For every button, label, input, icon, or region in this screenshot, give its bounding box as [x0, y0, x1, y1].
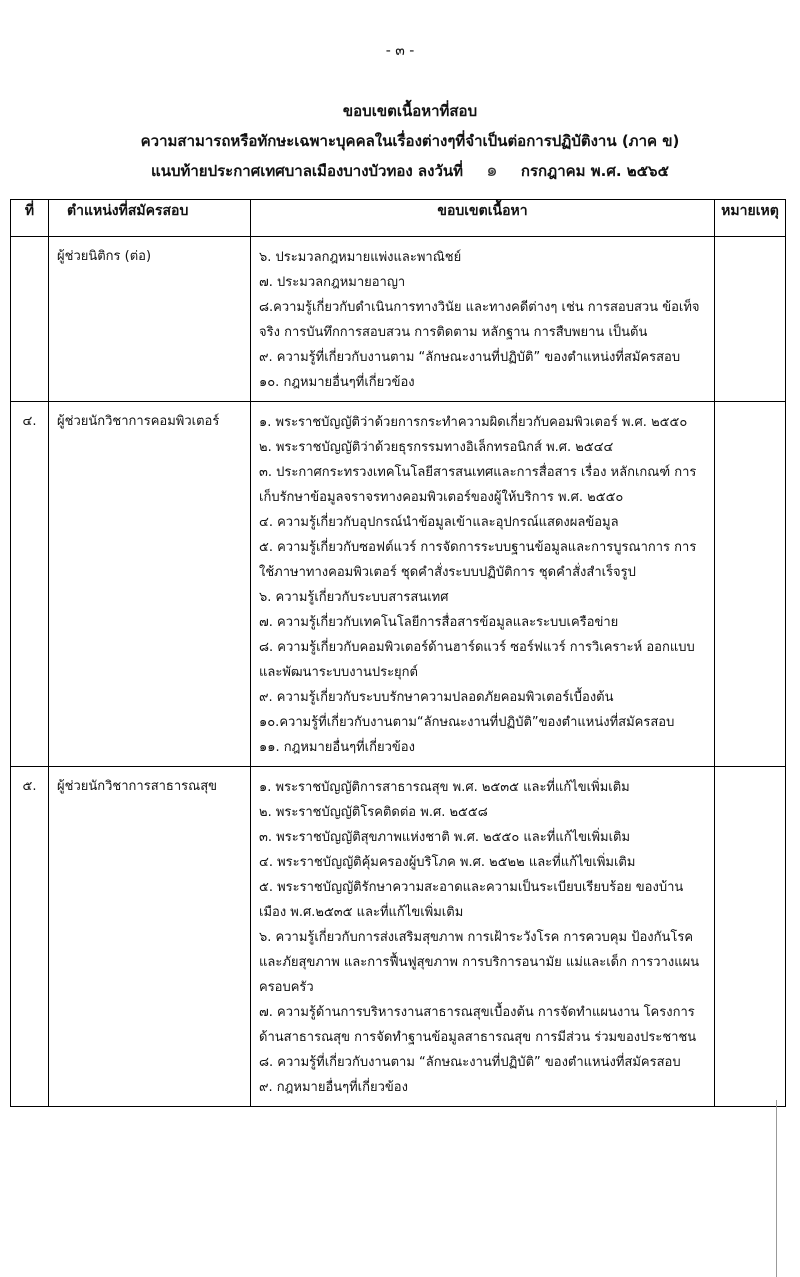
scope-item: ๙. ความรู้เกี่ยวกับระบบรักษาความปลอดภัยคอมพิวเตอร์เบื้องต้น: [259, 690, 614, 705]
scope-item: ๑๐.ความรู้ที่เกี่ยวกับงานตาม“ลักษณะงานที่ปฏิบัติ”ของตำแหน่งที่สมัครสอบ: [259, 715, 675, 730]
note-cell: [715, 402, 786, 767]
table-row: [11, 237, 786, 402]
document-title: ขอบเขตเนื้อหาที่สอบ: [342, 102, 478, 120]
scope-item: ๔. พระราชบัญญัติคุ้มครองผู้บริโภค พ.ศ. ๒๕๒๒ และที่แก้ไขเพิ่มเติม: [259, 855, 636, 870]
scope-item: ๕. ความรู้เกี่ยวกับซอฟต์แวร์ การจัดการระบบฐานข้อมูลและการบูรณาการ การใช้ภาษาทางคอมพิวเตอร์ ชุดคำสั่งระบบปฏิบัติการ ชุดคำสั่งสำเร็จรูป: [259, 540, 697, 580]
scope-item: ๘. ความรู้เกี่ยวกับคอมพิวเตอร์ด้านฮาร์ดแวร์ ซอร์ฟแวร์ การวิเคราะห์ ออกแบบ และพัฒนาระบบงานประยุกต์: [259, 640, 695, 680]
scope-item: ๔. ความรู้เกี่ยวกับอุปกรณ์นำข้อมูลเข้าและอุปกรณ์แสดงผลข้อมูล: [259, 515, 619, 530]
scope-item: ๓. พระราชบัญญัติสุขภาพแห่งชาติ พ.ศ. ๒๕๕๐ และที่แก้ไขเพิ่มเติม: [259, 830, 631, 845]
scope-list: [251, 237, 715, 402]
announcement-day: ๑: [486, 160, 498, 181]
row-number: ๔.: [11, 402, 49, 767]
scope-item: ๑๐. กฎหมายอื่นๆที่เกี่ยวข้อง: [259, 375, 415, 390]
position-name: ผู้ช่วยนักวิชาการสาธารณสุข: [49, 767, 251, 1107]
scope-item: ๑. พระราชบัญญัติว่าด้วยการกระทำความผิดเกี่ยวกับคอมพิวเตอร์ พ.ศ. ๒๕๕๐: [259, 415, 688, 430]
position-name: ผู้ช่วยนักวิชาการคอมพิวเตอร์: [49, 402, 251, 767]
scope-item: ๖. ประมวลกฎหมายแพ่งและพาณิชย์: [259, 250, 462, 265]
note-cell: [715, 767, 786, 1107]
row-number: [11, 237, 49, 402]
table-header-row: [11, 200, 786, 237]
scope-item: ๗. ประมวลกฎหมายอาญา: [259, 275, 406, 290]
scope-item: ๕. พระราชบัญญัติรักษาความสะอาดและความเป็นระเบียบเรียบร้อย ของบ้านเมือง พ.ศ.๒๕๓๕ และที่แก้ไขเพิ่มเติม: [259, 880, 684, 920]
scope-item: ๙. ความรู้ที่เกี่ยวกับงานตาม “ลักษณะงานที่ปฏิบัติ” ของตำแหน่งที่สมัครสอบ: [259, 350, 681, 365]
table-row: [11, 767, 786, 1107]
scope-item: ๓. ประกาศกระทรวงเทคโนโลยีสารสนเทศและการสื่อสาร เรื่อง หลักเกณฑ์ การเก็บรักษาข้อมูลจราจรทางคอมพิวเตอร์ของผู้ให้บริการ พ.ศ. ๒๕๕๐: [259, 465, 697, 505]
document-subtitle: ความสามารถหรือทักษะเฉพาะบุคคลในเรื่องต่างๆที่จำเป็นต่อการปฏิบัติงาน (ภาค ข): [140, 132, 680, 150]
scope-list: [251, 402, 715, 767]
header-scope: ขอบเขตเนื้อหา: [251, 200, 715, 237]
document-header: [0, 96, 800, 186]
header-position: ตำแหน่งที่สมัครสอบ: [49, 200, 251, 237]
scope-item: ๗. ความรู้เกี่ยวกับเทคโนโลยีการสื่อสารข้อมูลและระบบเครือข่าย: [259, 615, 619, 630]
scope-item: ๘.ความรู้เกี่ยวกับดำเนินการทางวินัย และทางคดีต่างๆ เช่น การสอบสวน ข้อเท็จจริง การบันทึกการสอบสวน การติดตาม หลักฐาน การสืบพยาน เป็นต้น: [259, 300, 700, 340]
exam-scope-table: [10, 199, 786, 1107]
scope-item: ๘. ความรู้ที่เกี่ยวกับงานตาม “ลักษณะงานที่ปฏิบัติ” ของตำแหน่งที่สมัครสอบ: [259, 1055, 681, 1070]
page-number: - ๓ -: [385, 43, 415, 59]
header-no: ที่: [11, 200, 49, 237]
scope-list: [251, 767, 715, 1107]
scope-item: ๑๑. กฎหมายอื่นๆที่เกี่ยวข้อง: [259, 740, 415, 755]
announcement-line: [0, 156, 800, 186]
announcement-suffix: กรกฎาคม พ.ศ. ๒๕๖๕: [520, 162, 669, 180]
announcement-prefix: แนบท้ายประกาศเทศบาลเมืองบางบัวทอง ลงวันที่: [151, 162, 464, 180]
table-row: [11, 402, 786, 767]
scan-edge-line: [776, 1100, 777, 1277]
position-name: ผู้ช่วยนิติกร (ต่อ): [49, 237, 251, 402]
scope-item: ๖. ความรู้เกี่ยวกับระบบสารสนเทศ: [259, 590, 449, 605]
scope-item: ๒. พระราชบัญญัติว่าด้วยธุรกรรมทางอิเล็กทรอนิกส์ พ.ศ. ๒๕๔๔: [259, 440, 614, 455]
scope-item: ๖. ความรู้เกี่ยวกับการส่งเสริมสุขภาพ การเฝ้าระวังโรค การควบคุม ป้องกันโรคและภัยสุขภาพ และการฟื้นฟูสุขภาพ การบริการอนามัย แม่และเด็ก การวางแผนครอบครัว: [259, 930, 700, 995]
scope-item: ๗. ความรู้ด้านการบริหารงานสาธารณสุขเบื้องต้น การจัดทำแผนงาน โครงการด้านสาธารณสุข การจัดทำฐานข้อมูลสาธารณสุข การมีส่วน ร่วมของประชาชน: [259, 1005, 697, 1045]
header-note: หมายเหตุ: [715, 200, 786, 237]
scope-item: ๑. พระราชบัญญัติการสาธารณสุข พ.ศ. ๒๕๓๕ และที่แก้ไขเพิ่มเติม: [259, 780, 630, 795]
scope-item: ๒. พระราชบัญญัติโรคติดต่อ พ.ศ. ๒๕๕๘: [259, 805, 488, 820]
row-number: ๕.: [11, 767, 49, 1107]
scope-item: ๙. กฎหมายอื่นๆที่เกี่ยวข้อง: [259, 1080, 408, 1095]
note-cell: [715, 237, 786, 402]
